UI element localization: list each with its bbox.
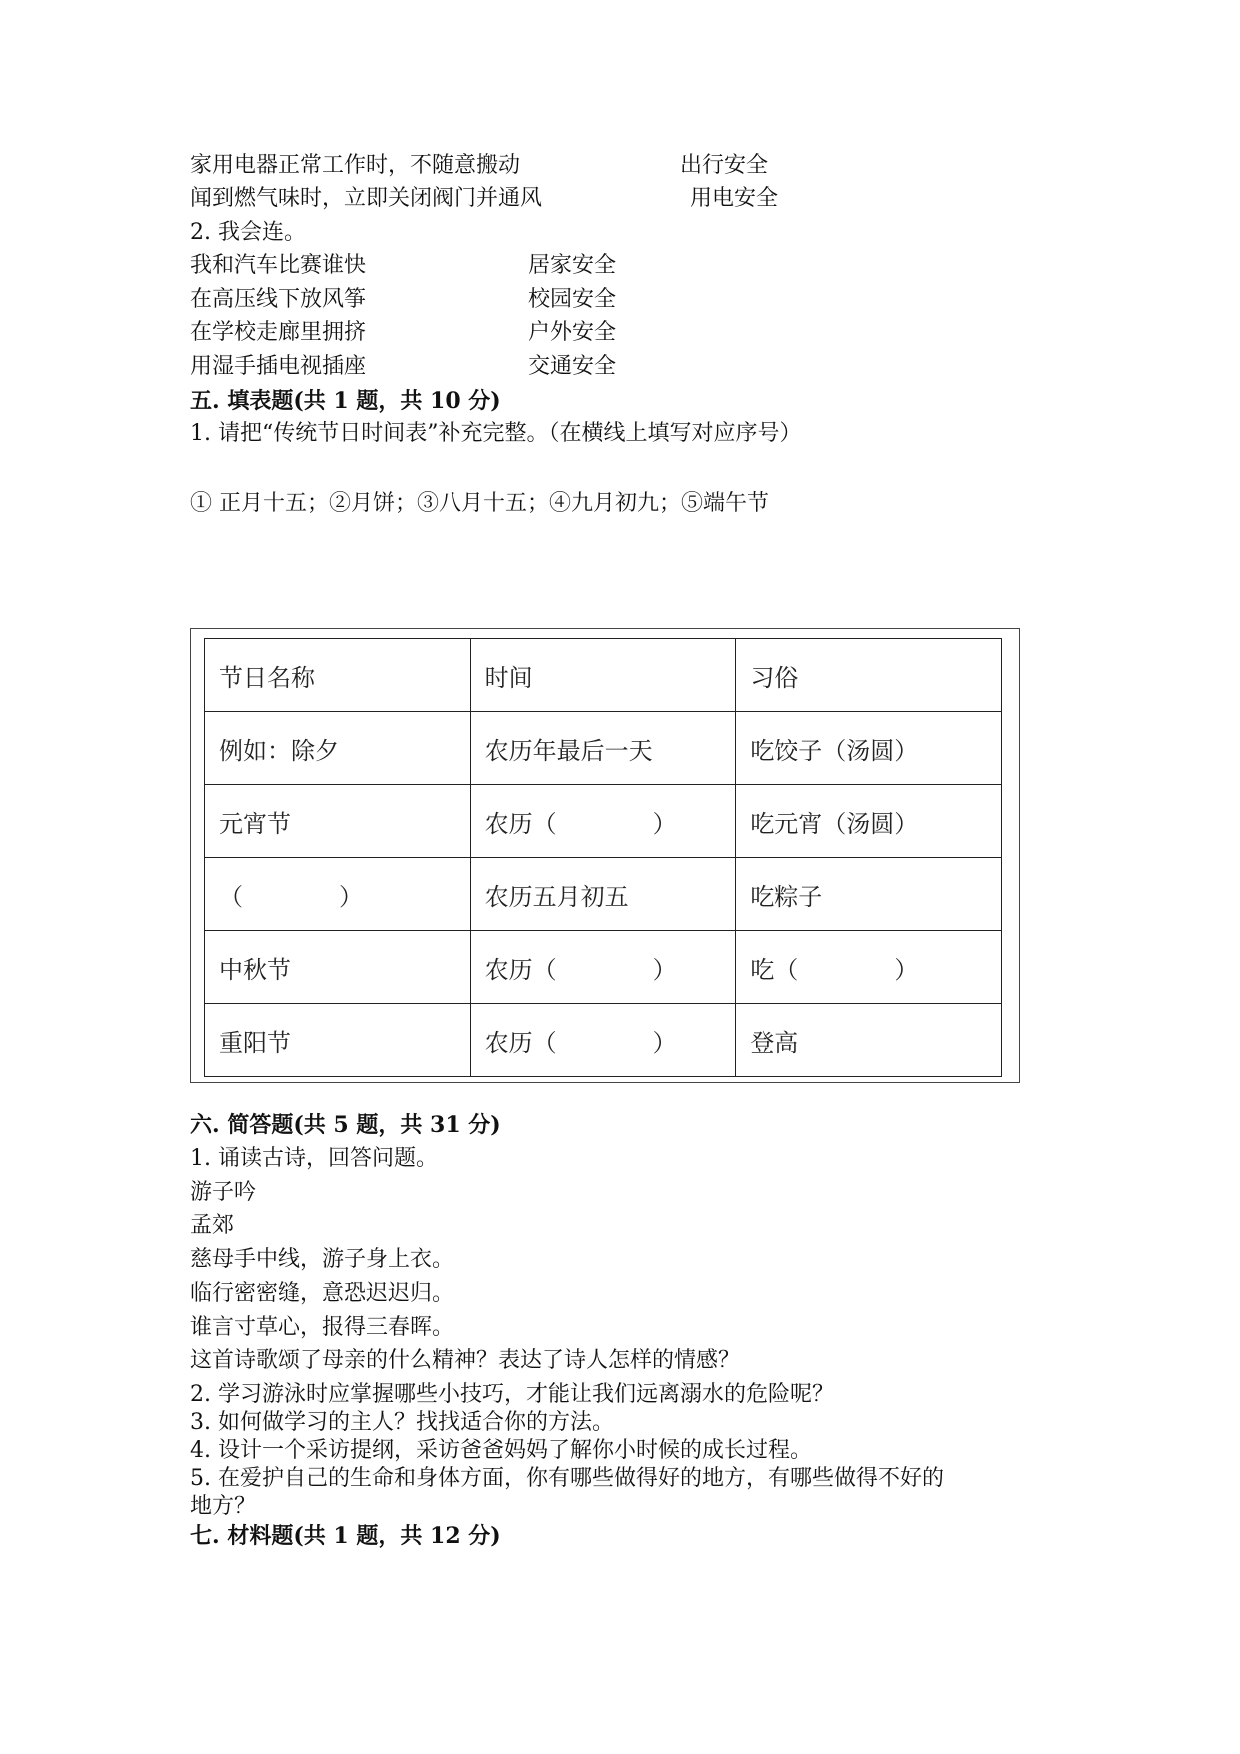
match-item-right: 户外安全 bbox=[528, 320, 617, 345]
poem-author: 孟郊 bbox=[190, 1213, 235, 1238]
table-row bbox=[205, 712, 1002, 785]
festival-custom-cell: 吃元宵（汤圆） bbox=[736, 785, 1002, 858]
festival-name-cell: 中秋节 bbox=[205, 931, 471, 1004]
blank-close: ） bbox=[339, 882, 363, 911]
match-item-right: 校园安全 bbox=[528, 287, 617, 312]
festival-custom-cell[interactable] bbox=[736, 931, 1002, 1004]
question-text: 1. 诵读古诗，回答问题。 bbox=[190, 1146, 438, 1171]
table-row bbox=[205, 785, 1002, 858]
question-text: 2. 学习游泳时应掌握哪些小技巧，才能让我们远离溺水的危险呢？ bbox=[190, 1382, 834, 1407]
question-text: 1. 请把“传统节日时间表”补充完整。（在横线上填写对应序号） bbox=[190, 421, 802, 446]
question-label: 2. 我会连。 bbox=[190, 220, 306, 245]
match-item-right: 出行安全 bbox=[680, 153, 769, 178]
festival-name-cell[interactable] bbox=[205, 858, 471, 931]
blank-close: ） bbox=[652, 1028, 677, 1057]
table-row bbox=[205, 931, 1002, 1004]
festival-name-cell: 重阳节 bbox=[205, 1004, 471, 1077]
festival-time-cell[interactable] bbox=[470, 1004, 736, 1077]
question-text: 这首诗歌颂了母亲的什么精神？表达了诗人怎样的情感？ bbox=[190, 1348, 741, 1373]
blank-close: ） bbox=[652, 955, 677, 984]
blank-open: （ bbox=[219, 882, 243, 911]
question-text: 4. 设计一个采访提纲，采访爸爸妈妈了解你小时候的成长过程。 bbox=[190, 1438, 812, 1463]
header-cell: 节日名称 bbox=[205, 639, 471, 712]
festival-table bbox=[204, 638, 1002, 1077]
match-item-left: 闻到燃气味时，立即关闭阀门并通风 bbox=[190, 186, 543, 211]
match-item-left: 在学校走廊里拥挤 bbox=[190, 320, 367, 345]
poem-line: 慈母手中线，游子身上衣。 bbox=[190, 1247, 455, 1272]
question-text: 3. 如何做学习的主人？找找适合你的方法。 bbox=[190, 1410, 614, 1435]
match-item-left: 用湿手插电视插座 bbox=[190, 354, 367, 379]
match-item-left: 家用电器正常工作时，不随意搬动 bbox=[190, 153, 521, 178]
poem-line: 临行密密缝，意恐迟迟归。 bbox=[190, 1281, 455, 1306]
table-row bbox=[205, 858, 1002, 931]
table-header-row bbox=[205, 639, 1002, 712]
question-text: 5. 在爱护自己的生命和身体方面，你有哪些做得好的地方，有哪些做得不好的 bbox=[190, 1466, 944, 1491]
match-item-left: 我和汽车比赛谁快 bbox=[190, 253, 367, 278]
match-item-right: 交通安全 bbox=[528, 354, 617, 379]
blank-open: 农历（ bbox=[484, 1028, 557, 1057]
blank-open: 农历（ bbox=[484, 955, 557, 984]
festival-custom-cell: 吃粽子 bbox=[736, 858, 1002, 931]
answer-options: ① 正月十五；②月饼；③八月十五；④九月初九；⑤端午节 bbox=[190, 491, 769, 516]
festival-time-cell[interactable] bbox=[470, 785, 736, 858]
header-cell: 习俗 bbox=[736, 639, 1002, 712]
blank-close: ） bbox=[894, 955, 919, 984]
poem-title: 游子吟 bbox=[190, 1180, 257, 1205]
blank-close: ） bbox=[652, 809, 677, 838]
match-item-right: 用电安全 bbox=[690, 186, 779, 211]
festival-name-cell: 元宵节 bbox=[205, 785, 471, 858]
question-text: 地方？ bbox=[190, 1494, 257, 1519]
festival-name-cell: 例如：除夕 bbox=[205, 712, 471, 785]
festival-custom-cell: 吃饺子（汤圆） bbox=[736, 712, 1002, 785]
festival-time-cell: 农历年最后一天 bbox=[470, 712, 736, 785]
match-item-left: 在高压线下放风筝 bbox=[190, 287, 367, 312]
match-item-right: 居家安全 bbox=[528, 253, 617, 278]
festival-time-cell: 农历五月初五 bbox=[470, 858, 736, 931]
blank-open: 农历（ bbox=[484, 809, 557, 838]
festival-time-cell[interactable] bbox=[470, 931, 736, 1004]
festival-custom-cell: 登高 bbox=[736, 1004, 1002, 1077]
section-heading: 六. 简答题(共 5 题，共 31 分) bbox=[190, 1112, 501, 1138]
section-heading: 七. 材料题(共 1 题，共 12 分) bbox=[190, 1523, 501, 1549]
table-row bbox=[205, 1004, 1002, 1077]
poem-line: 谁言寸草心，报得三春晖。 bbox=[190, 1315, 455, 1340]
section-heading: 五. 填表题(共 1 题，共 10 分) bbox=[190, 388, 501, 414]
blank-open: 吃（ bbox=[750, 955, 799, 984]
header-cell: 时间 bbox=[470, 639, 736, 712]
